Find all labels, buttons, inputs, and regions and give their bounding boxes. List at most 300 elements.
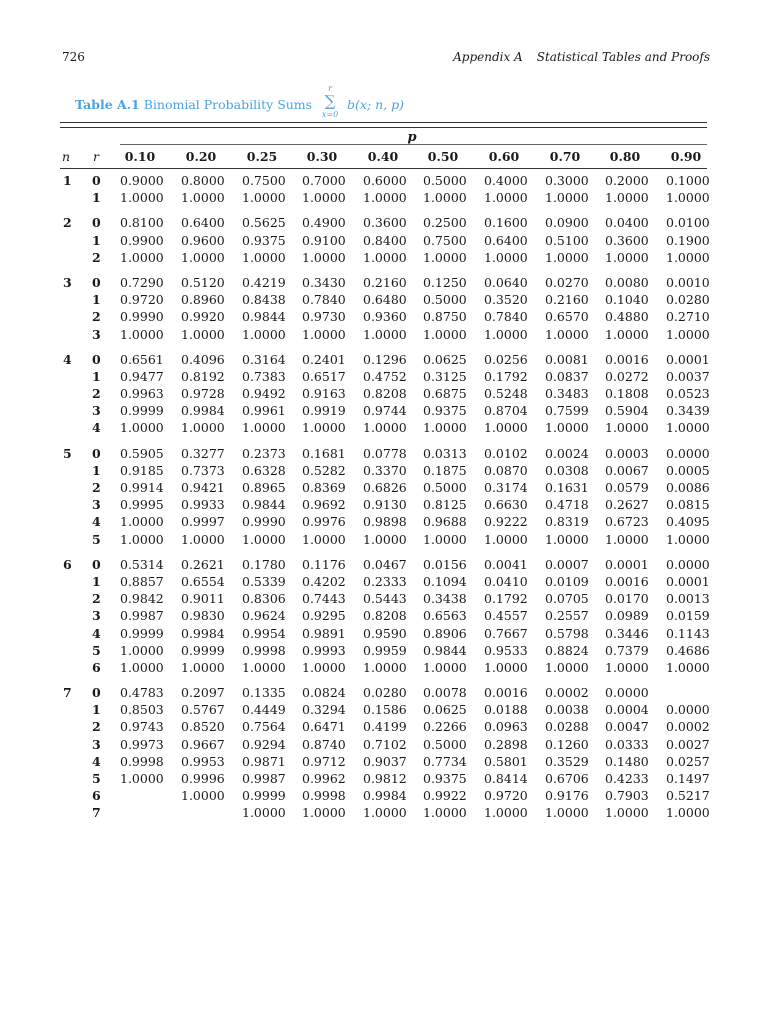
probability-cell: 0.5767 <box>181 702 225 718</box>
probability-cell: 0.5443 <box>363 591 407 607</box>
probability-cell: 1.0000 <box>484 326 528 342</box>
probability-cell: 0.5904 <box>605 403 649 419</box>
probability-cell: 0.7383 <box>242 368 286 384</box>
r-value: 2 <box>92 719 101 735</box>
p-header-cell: 0.20 <box>185 149 217 164</box>
probability-cell: 0.4783 <box>120 685 164 701</box>
probability-cell: 0.9830 <box>181 608 225 624</box>
p-header-cell: 0.50 <box>427 149 459 164</box>
probability-cell: 0.1040 <box>605 292 649 308</box>
probability-cell: 1.0000 <box>120 659 164 675</box>
probability-cell: 0.9375 <box>242 232 286 248</box>
probability-cell: 0.0024 <box>545 445 589 461</box>
table-caption <box>75 84 710 120</box>
probability-cell: 0.4219 <box>242 274 286 290</box>
probability-cell: 0.7443 <box>302 591 346 607</box>
probability-cell: 0.0313 <box>423 445 467 461</box>
probability-cell: 0.8906 <box>423 625 467 641</box>
probability-cell: 0.5000 <box>423 173 467 188</box>
probability-cell: 0.5100 <box>545 232 589 248</box>
p-column-label: p <box>407 130 417 145</box>
probability-cell: 0.2373 <box>242 445 286 461</box>
probability-cell: 0.1875 <box>423 462 467 478</box>
probability-cell: 0.4449 <box>242 702 286 718</box>
probability-cell: 0.9998 <box>242 642 286 658</box>
r-value: 1 <box>92 702 101 718</box>
probability-cell: 0.6563 <box>423 608 467 624</box>
probability-cell: 0.9993 <box>302 642 346 658</box>
probability-cell: 0.5625 <box>242 215 286 231</box>
probability-cell: 0.1792 <box>484 591 528 607</box>
r-value: 3 <box>92 608 101 624</box>
probability-cell: 0.9844 <box>423 642 467 658</box>
probability-cell: 0.0467 <box>363 556 407 572</box>
probability-cell: 0.7734 <box>423 753 467 769</box>
sum-upper-limit: r <box>328 84 332 93</box>
probability-cell: 0.6875 <box>423 386 467 402</box>
probability-cell: 0.7840 <box>302 292 346 308</box>
probability-cell: 0.7840 <box>484 309 528 325</box>
probability-cell: 0.9976 <box>302 514 346 530</box>
probability-cell: 1.0000 <box>363 659 407 675</box>
probability-cell: 0.4095 <box>666 514 710 530</box>
probability-cell: 1.0000 <box>545 190 589 206</box>
sum-lower-limit: x=0 <box>321 110 339 119</box>
probability-cell: 1.0000 <box>484 420 528 436</box>
n-group <box>60 556 710 676</box>
probability-cell: 0.9421 <box>181 480 225 495</box>
table-row <box>60 718 710 735</box>
probability-cell: 0.0100 <box>666 215 710 231</box>
probability-cell: 0.0640 <box>484 274 528 290</box>
probability-cell: 1.0000 <box>120 514 164 530</box>
probability-cell: 0.1260 <box>545 736 589 752</box>
p-header-cell: 0.90 <box>670 149 702 164</box>
probability-cell: 0.9922 <box>423 788 467 804</box>
probability-cell: 0.3600 <box>363 215 407 231</box>
table-row <box>60 701 710 718</box>
probability-cell: 1.0000 <box>545 249 589 265</box>
probability-cell: 0.0288 <box>545 719 589 735</box>
probability-cell: 0.8824 <box>545 642 589 658</box>
n-value: 2 <box>63 215 72 231</box>
probability-cell: 0.0067 <box>605 462 649 478</box>
probability-cell: 0.0824 <box>302 685 346 701</box>
table-row <box>60 291 710 308</box>
probability-cell: 0.1497 <box>666 771 710 786</box>
probability-cell: 0.9720 <box>484 788 528 804</box>
probability-cell: 0.7379 <box>605 642 649 658</box>
page-number: 726 <box>62 50 85 64</box>
probability-cell: 0.2710 <box>666 309 710 325</box>
probability-cell: 1.0000 <box>181 659 225 675</box>
probability-cell: 0.5282 <box>302 462 346 478</box>
probability-cell: 0.7500 <box>242 173 286 188</box>
table-label: Table A.1 <box>75 97 140 112</box>
probability-cell: 0.0333 <box>605 736 649 752</box>
probability-cell: 0.2097 <box>181 685 225 701</box>
running-head <box>62 50 710 66</box>
probability-cell: 0.8400 <box>363 232 407 248</box>
probability-cell: 1.0000 <box>423 249 467 265</box>
probability-cell: 0.9844 <box>242 309 286 325</box>
probability-cell: 0.0038 <box>545 702 589 718</box>
probability-cell: 1.0000 <box>363 249 407 265</box>
probability-cell: 0.9998 <box>120 753 164 769</box>
probability-cell: 0.8208 <box>363 386 407 402</box>
probability-cell: 0.0000 <box>666 445 710 461</box>
probability-cell: 0.8740 <box>302 736 346 752</box>
probability-cell: 0.9492 <box>242 386 286 402</box>
r-value: 3 <box>92 326 101 342</box>
probability-cell: 0.2000 <box>605 173 649 188</box>
probability-cell: 0.7599 <box>545 403 589 419</box>
probability-cell: 1.0000 <box>120 642 164 658</box>
probability-cell: 0.0156 <box>423 556 467 572</box>
probability-cell: 0.0010 <box>666 274 710 290</box>
probability-cell: 0.8208 <box>363 608 407 624</box>
probability-cell: 0.1600 <box>484 215 528 231</box>
probability-cell: 0.0815 <box>666 497 710 513</box>
probability-cell: 0.7667 <box>484 625 528 641</box>
n-group <box>60 274 710 343</box>
probability-cell: 1.0000 <box>423 420 467 436</box>
probability-cell: 1.0000 <box>302 659 346 675</box>
probability-cell: 0.3125 <box>423 368 467 384</box>
table-row <box>60 232 710 249</box>
probability-cell: 0.1808 <box>605 386 649 402</box>
probability-cell: 0.6826 <box>363 480 407 495</box>
probability-cell: 0.0280 <box>666 292 710 308</box>
table-row <box>60 607 710 624</box>
probability-cell: 1.0000 <box>242 659 286 675</box>
probability-cell: 0.1586 <box>363 702 407 718</box>
probability-cell: 0.9990 <box>242 514 286 530</box>
probability-cell: 0.0001 <box>666 351 710 367</box>
probability-cell: 0.4752 <box>363 368 407 384</box>
probability-cell: 1.0000 <box>484 805 528 821</box>
probability-cell: 0.4202 <box>302 573 346 589</box>
n-group <box>60 172 710 206</box>
table-row <box>60 496 710 513</box>
probability-cell: 0.2500 <box>423 215 467 231</box>
n-group <box>60 351 710 437</box>
p-span-rule <box>120 144 707 145</box>
probability-cell: 0.0086 <box>666 480 710 495</box>
table-row <box>60 462 710 479</box>
probability-cell: 1.0000 <box>181 190 225 206</box>
probability-cell: 0.9997 <box>181 514 225 530</box>
probability-cell: 0.9600 <box>181 232 225 248</box>
r-value: 3 <box>92 497 101 513</box>
probability-cell: 0.0159 <box>666 608 710 624</box>
table-row <box>60 513 710 530</box>
probability-cell: 0.8100 <box>120 215 164 231</box>
probability-cell: 1.0000 <box>302 805 346 821</box>
r-value: 6 <box>92 788 101 804</box>
probability-cell: 0.9996 <box>181 771 225 786</box>
probability-cell: 0.0270 <box>545 274 589 290</box>
probability-cell: 0.1631 <box>545 480 589 495</box>
probability-cell: 0.0000 <box>666 556 710 572</box>
probability-cell: 0.9999 <box>181 642 225 658</box>
probability-cell: 0.9720 <box>120 292 164 308</box>
probability-cell: 1.0000 <box>605 531 649 547</box>
sigma-icon: ∑ <box>324 92 336 110</box>
r-value: 0 <box>92 351 101 367</box>
table-row <box>60 736 710 753</box>
probability-cell: 0.0005 <box>666 462 710 478</box>
probability-cell: 0.9919 <box>302 403 346 419</box>
table-row <box>60 308 710 325</box>
probability-cell: 0.9973 <box>120 736 164 752</box>
probability-cell: 1.0000 <box>545 531 589 547</box>
probability-cell: 0.6570 <box>545 309 589 325</box>
probability-cell: 0.8125 <box>423 497 467 513</box>
r-value: 1 <box>92 573 101 589</box>
table-row <box>60 249 710 266</box>
probability-cell: 0.0081 <box>545 351 589 367</box>
probability-cell: 1.0000 <box>242 249 286 265</box>
probability-cell: 0.3438 <box>423 591 467 607</box>
probability-cell: 0.7500 <box>423 232 467 248</box>
probability-cell: 0.6471 <box>302 719 346 735</box>
probability-cell: 1.0000 <box>242 420 286 436</box>
probability-cell: 0.2898 <box>484 736 528 752</box>
table-row <box>60 326 710 343</box>
p-header-cell: 0.25 <box>246 149 278 164</box>
probability-cell: 0.9962 <box>302 771 346 786</box>
r-value: 0 <box>92 445 101 461</box>
probability-cell: 0.0001 <box>666 573 710 589</box>
probability-cell: 0.6328 <box>242 462 286 478</box>
n-value: 7 <box>63 685 72 701</box>
probability-cell: 0.9375 <box>423 771 467 786</box>
probability-cell: 0.0000 <box>666 702 710 718</box>
probability-cell: 1.0000 <box>181 531 225 547</box>
r-value: 3 <box>92 736 101 752</box>
probability-cell: 0.0027 <box>666 736 710 752</box>
probability-cell: 0.0002 <box>545 685 589 701</box>
table-row <box>60 189 710 206</box>
probability-cell: 0.8369 <box>302 480 346 495</box>
probability-cell: 1.0000 <box>120 771 164 786</box>
probability-cell: 0.9295 <box>302 608 346 624</box>
header-rule <box>60 168 707 169</box>
r-value: 4 <box>92 514 101 530</box>
probability-cell: 1.0000 <box>545 326 589 342</box>
probability-cell: 0.4233 <box>605 771 649 786</box>
probability-cell: 0.4900 <box>302 215 346 231</box>
probability-cell: 0.1143 <box>666 625 710 641</box>
probability-cell: 0.8503 <box>120 702 164 718</box>
probability-cell: 1.0000 <box>545 420 589 436</box>
probability-cell: 0.4686 <box>666 642 710 658</box>
probability-cell: 1.0000 <box>423 326 467 342</box>
probability-cell: 1.0000 <box>242 190 286 206</box>
probability-cell: 0.5798 <box>545 625 589 641</box>
probability-cell: 1.0000 <box>363 805 407 821</box>
probability-cell: 0.3174 <box>484 480 528 495</box>
probability-cell: 1.0000 <box>120 326 164 342</box>
probability-cell: 0.9812 <box>363 771 407 786</box>
n-column-header: n <box>62 149 71 164</box>
probability-cell: 0.0256 <box>484 351 528 367</box>
summation-term: b(x; n, p) <box>347 97 405 112</box>
probability-cell: 0.0870 <box>484 462 528 478</box>
r-value: 1 <box>92 462 101 478</box>
probability-cell: 0.9900 <box>120 232 164 248</box>
probability-cell: 0.2401 <box>302 351 346 367</box>
probability-cell: 0.5217 <box>666 788 710 804</box>
table-row <box>60 573 710 590</box>
r-value: 1 <box>92 232 101 248</box>
probability-cell: 0.3600 <box>605 232 649 248</box>
probability-cell: 0.9984 <box>181 403 225 419</box>
probability-cell: 1.0000 <box>242 531 286 547</box>
p-header-cell: 0.80 <box>609 149 641 164</box>
running-title <box>453 50 710 64</box>
table-row <box>60 556 710 573</box>
p-header-cell: 0.30 <box>306 149 338 164</box>
probability-cell: 0.3529 <box>545 753 589 769</box>
probability-cell: 0.5000 <box>423 736 467 752</box>
probability-cell: 0.9871 <box>242 753 286 769</box>
probability-cell: 0.6554 <box>181 573 225 589</box>
probability-cell: 0.9688 <box>423 514 467 530</box>
probability-cell: 0.9963 <box>120 386 164 402</box>
probability-cell: 1.0000 <box>181 788 225 804</box>
probability-cell: 1.0000 <box>666 531 710 547</box>
probability-cell: 0.9712 <box>302 753 346 769</box>
probability-cell: 0.9743 <box>120 719 164 735</box>
probability-cell: 0.8306 <box>242 591 286 607</box>
p-header-cell: 0.10 <box>124 149 156 164</box>
probability-cell: 1.0000 <box>423 659 467 675</box>
probability-cell: 1.0000 <box>484 249 528 265</box>
probability-cell: 1.0000 <box>666 659 710 675</box>
probability-cell: 0.8438 <box>242 292 286 308</box>
probability-cell: 0.7102 <box>363 736 407 752</box>
r-value: 5 <box>92 771 101 786</box>
probability-cell: 0.9185 <box>120 462 164 478</box>
probability-cell: 0.9984 <box>181 625 225 641</box>
n-group <box>60 214 710 266</box>
probability-cell: 0.0900 <box>545 215 589 231</box>
probability-cell: 0.0078 <box>423 685 467 701</box>
probability-cell: 0.5905 <box>120 445 164 461</box>
probability-cell: 1.0000 <box>666 805 710 821</box>
probability-cell: 1.0000 <box>181 249 225 265</box>
probability-cell: 0.6630 <box>484 497 528 513</box>
r-value: 1 <box>92 190 101 206</box>
probability-cell: 0.1900 <box>666 232 710 248</box>
probability-cell: 0.0837 <box>545 368 589 384</box>
probability-cell: 0.7373 <box>181 462 225 478</box>
probability-cell: 0.9987 <box>242 771 286 786</box>
n-value: 5 <box>63 445 72 461</box>
probability-cell: 1.0000 <box>545 659 589 675</box>
r-value: 5 <box>92 642 101 658</box>
probability-cell: 0.0400 <box>605 215 649 231</box>
probability-cell: 0.0410 <box>484 573 528 589</box>
probability-cell: 0.9728 <box>181 386 225 402</box>
probability-cell: 0.3164 <box>242 351 286 367</box>
probability-cell: 1.0000 <box>242 326 286 342</box>
probability-cell: 1.0000 <box>120 249 164 265</box>
probability-cell: 1.0000 <box>242 805 286 821</box>
probability-cell: 0.4199 <box>363 719 407 735</box>
probability-cell: 0.9533 <box>484 642 528 658</box>
probability-cell: 0.0280 <box>363 685 407 701</box>
probability-cell: 0.0013 <box>666 591 710 607</box>
probability-cell: 0.6561 <box>120 351 164 367</box>
probability-cell: 1.0000 <box>484 190 528 206</box>
probability-cell: 0.3520 <box>484 292 528 308</box>
r-value: 2 <box>92 480 101 495</box>
r-value: 0 <box>92 685 101 701</box>
probability-cell: 1.0000 <box>363 190 407 206</box>
table-row <box>60 402 710 419</box>
table-row <box>60 753 710 770</box>
probability-cell: 1.0000 <box>302 420 346 436</box>
probability-cell: 0.0102 <box>484 445 528 461</box>
probability-cell: 0.9375 <box>423 403 467 419</box>
probability-cell: 0.7000 <box>302 173 346 188</box>
table-row <box>60 684 707 701</box>
table-row <box>60 368 710 385</box>
probability-cell: 0.9987 <box>120 608 164 624</box>
probability-cell: 0.9933 <box>181 497 225 513</box>
probability-cell: 1.0000 <box>666 420 710 436</box>
probability-cell: 0.0007 <box>545 556 589 572</box>
probability-cell: 0.5248 <box>484 386 528 402</box>
table-row <box>60 445 710 462</box>
probability-cell: 0.1250 <box>423 274 467 290</box>
probability-cell: 0.2627 <box>605 497 649 513</box>
probability-cell: 0.0002 <box>666 719 710 735</box>
table-row <box>60 479 710 496</box>
probability-cell: 0.9984 <box>363 788 407 804</box>
probability-cell: 0.5314 <box>120 556 164 572</box>
probability-cell: 1.0000 <box>605 805 649 821</box>
probability-cell: 0.9842 <box>120 591 164 607</box>
probability-cell: 0.7564 <box>242 719 286 735</box>
probability-cell: 0.2160 <box>363 274 407 290</box>
top-rule-double <box>60 127 707 128</box>
probability-cell: 1.0000 <box>605 659 649 675</box>
probability-cell: 0.9995 <box>120 497 164 513</box>
probability-cell: 1.0000 <box>484 659 528 675</box>
r-value: 6 <box>92 659 101 675</box>
probability-cell: 0.9590 <box>363 625 407 641</box>
probability-cell: 1.0000 <box>666 249 710 265</box>
probability-cell: 0.8520 <box>181 719 225 735</box>
table-row <box>60 531 710 548</box>
probability-cell: 0.9744 <box>363 403 407 419</box>
probability-cell: 0.8857 <box>120 573 164 589</box>
probability-cell: 0.0041 <box>484 556 528 572</box>
r-value: 3 <box>92 403 101 419</box>
probability-cell: 0.0004 <box>605 702 649 718</box>
table-row <box>60 804 710 821</box>
probability-cell: 0.9163 <box>302 386 346 402</box>
probability-cell: 0.9998 <box>302 788 346 804</box>
r-column-header: r <box>93 149 99 164</box>
probability-cell: 0.0188 <box>484 702 528 718</box>
table-row <box>60 590 710 607</box>
probability-cell: 0.9999 <box>120 403 164 419</box>
